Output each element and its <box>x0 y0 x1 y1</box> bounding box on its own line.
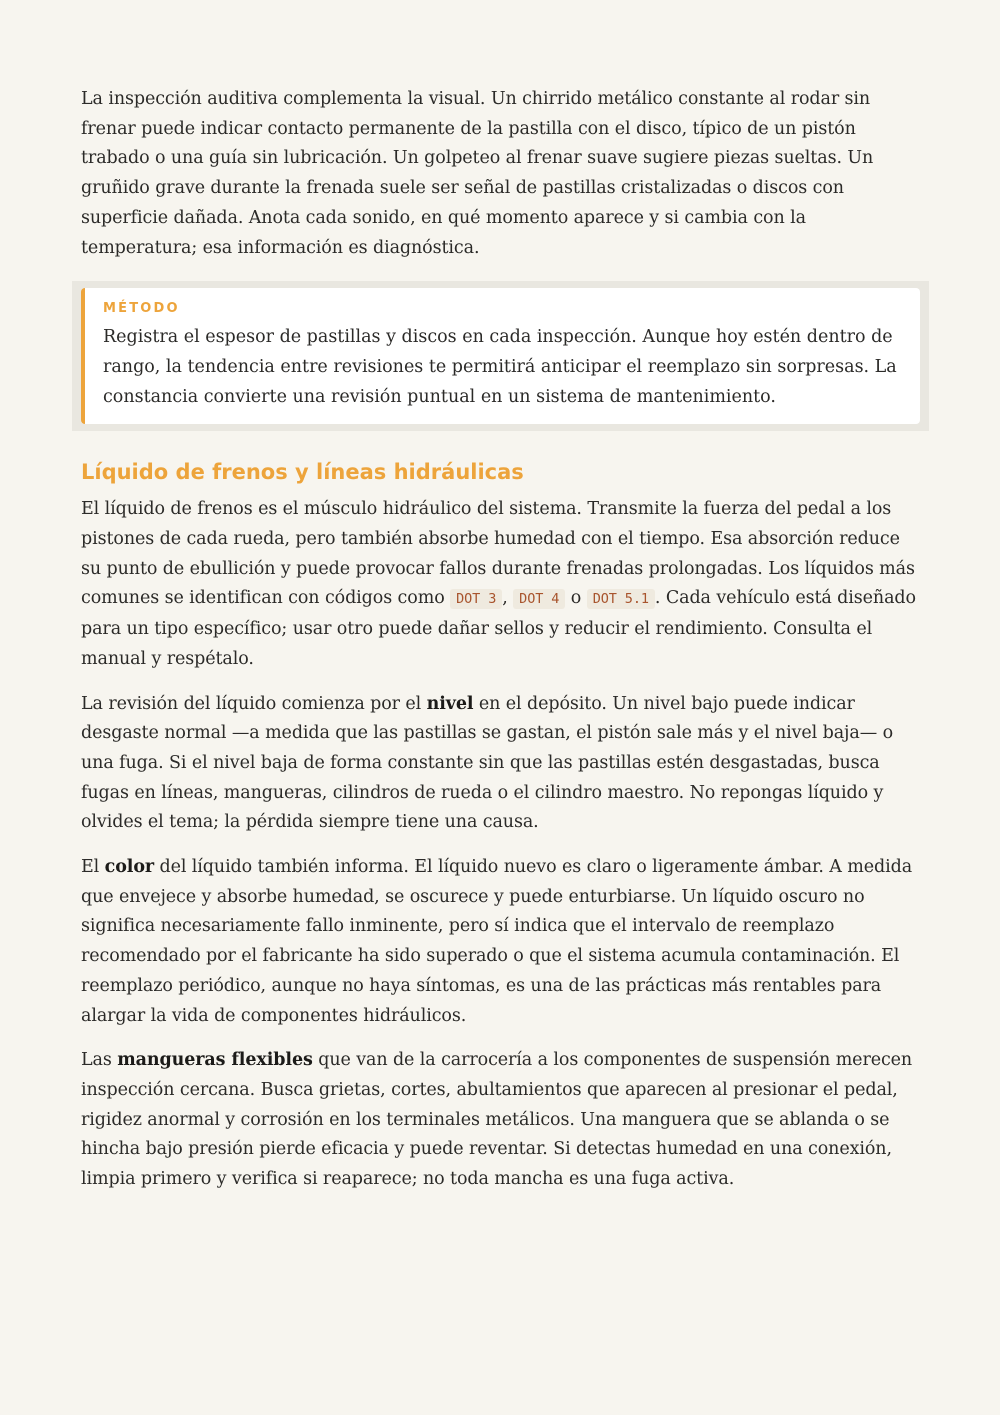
bold-term-level: nivel <box>426 693 474 714</box>
text-span: , <box>502 588 514 609</box>
callout-label: MÉTODO <box>103 301 180 317</box>
text-span: La revisión del líquido comienza por el <box>81 693 427 714</box>
paragraph-level <box>81 690 921 839</box>
text-span: El <box>81 857 105 878</box>
text-span: o <box>565 588 587 609</box>
text-span: que van de la carrocería a los componentes de suspensión merecen inspección cercana. Busca grietas, cortes, abultamientos que aparecen al presionar el pedal, rigidez anormal y corrosión en los terminales metálicos. Una manguera que se ablanda o se hincha bajo presión pierde eficacia y puede reventar. Si detectas humedad en una conexión, limpia primero y verifica si reaparece; no toda mancha es una fuga activa. <box>81 1050 913 1190</box>
paragraph-hoses <box>81 1046 921 1195</box>
method-callout-container <box>72 281 929 431</box>
text-span: en el depósito. Un nivel bajo puede indicar desgaste normal —a medida que las pastillas se gastan, el pistón sale más y el nivel baja— o una fuga. Si el nivel baja de forma constante sin que las pastillas estén desgastadas, busca fugas en líneas, mangueras, cilindros de rueda o el cilindro maestro. No repongas líquido y olvides el tema; la pérdida siempre tiene una causa. <box>81 693 894 833</box>
text-span: El líquido de frenos es el músculo hidráulico del sistema. Transmite la fuerza del pedal a los pistones de cada rueda, pero también absorbe humedad con el tiempo. Esa absorción reduce su punto de ebullición y puede provocar fallos durante frenadas prolongadas. Los líquidos más comunes se identifican con códigos como <box>81 499 915 609</box>
code-dot4: DOT 4 <box>513 589 565 609</box>
bold-term-hoses: mangueras flexibles <box>117 1050 313 1071</box>
document-content <box>81 85 921 1210</box>
intro-paragraph: La inspección auditiva complementa la visual. Un chirrido metálico constante al rodar sin frenar puede indicar contacto permanente de la pastilla con el disco, típico de un pistón trabado o una guía sin lubricación. Un golpeteo al frenar suave sugiere piezas sueltas. Un gruñido grave durante la frenada suele ser señal de pastillas cristalizadas o discos con superficie dañada. Anota cada sonido, en qué momento aparece y si cambia con la temperatura; esa información es diagnóstica. <box>81 89 874 258</box>
section-heading: Líquido de frenos y líneas hidráulicas <box>81 460 524 485</box>
bold-term-color: color <box>104 857 155 878</box>
text-span: Las <box>81 1050 118 1071</box>
text-span: . Cada vehículo está diseñado para un tipo específico; usar otro puede dañar sellos y reducir el rendimiento. Consulta el manual y respétalo. <box>81 588 916 669</box>
paragraph-color <box>81 853 921 1031</box>
callout-text: Registra el espesor de pastillas y discos en cada inspección. Aunque hoy estén dentro de rango, la tendencia entre revisiones te permitirá anticipar el reemplazo sin sorpresas. La constancia convierte una revisión puntual en un sistema de mantenimiento. <box>103 327 897 407</box>
code-dot3: DOT 3 <box>450 589 502 609</box>
paragraph-brake-fluid <box>81 495 921 674</box>
method-callout <box>81 288 920 424</box>
code-dot51: DOT 5.1 <box>587 589 655 609</box>
text-span: del líquido también informa. El líquido nuevo es claro o ligeramente ámbar. A medida que envejece y absorbe humedad, se oscurece y puede enturbiarse. Un líquido oscuro no significa necesariamente fallo inminente, pero sí indica que el intervalo de reemplazo recomendado por el fabricante ha sido superado o que el sistema acumula contaminación. El reemplazo periódico, aunque no haya síntomas, es una de las prácticas más rentables para alargar la vida de componentes hidráulicos. <box>81 857 913 1026</box>
